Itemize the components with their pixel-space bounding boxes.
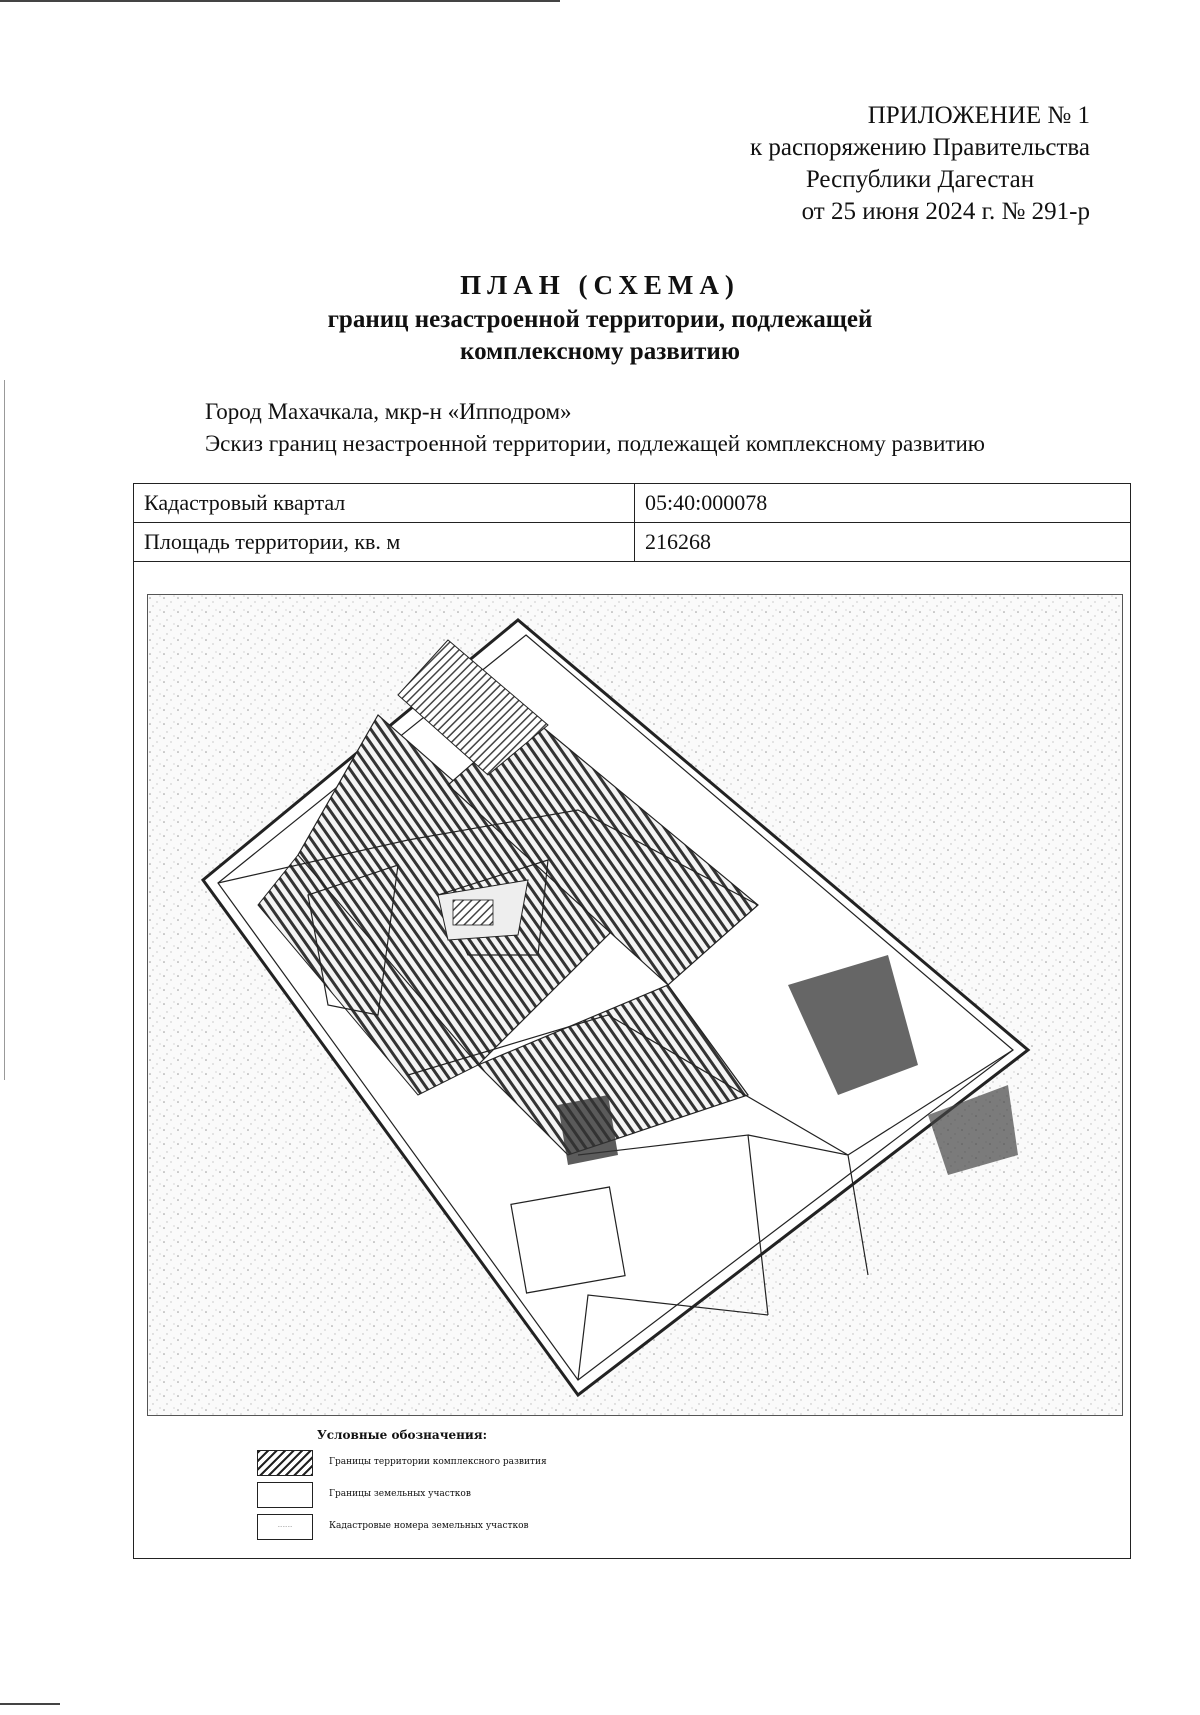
appendix-date: от 25 июня 2024 г. № 291-р (801, 198, 1090, 225)
code-swatch-icon: ⋯⋯⋯ (257, 1514, 313, 1540)
legend-label-territory: Границы территории комплексного развития (329, 1457, 547, 1467)
doc-subtitle-2: комплексному развитию (460, 338, 740, 365)
location-block (205, 396, 985, 460)
legend-label-parcels: Границы земельных участков (329, 1489, 471, 1499)
empty-swatch-icon (257, 1482, 313, 1508)
scan-edge-line-bottom (0, 1703, 60, 1705)
area-value: 216268 (635, 523, 1131, 562)
cadastral-quarter-label: Кадастровый квартал (134, 484, 635, 523)
cadastral-quarter-value: 05:40:000078 (635, 484, 1131, 523)
doc-title: ПЛАН (СХЕМА) (460, 270, 740, 300)
appendix-header (610, 100, 1090, 228)
appendix-title: ПРИЛОЖЕНИЕ № 1 (867, 102, 1090, 129)
table-row (134, 523, 1131, 562)
map-legend (147, 1420, 1121, 1550)
scan-edge-line-left (4, 380, 5, 1080)
area-label: Площадь территории, кв. м (134, 523, 635, 562)
appendix-ref: к распоряжению Правительства (749, 134, 1090, 161)
hatch-swatch-icon (257, 1450, 313, 1476)
satellite-map (147, 594, 1123, 1416)
info-table (133, 483, 1131, 562)
map-drawing (148, 595, 1122, 1415)
appendix-republic: Республики Дагестан (805, 166, 1035, 193)
table-row (134, 484, 1131, 523)
legend-title: Условные обозначения: (317, 1428, 488, 1442)
location-city: Город Махачкала, мкр-н «Ипподром» (205, 399, 572, 424)
doc-subtitle-1: границ незастроенной территории, подлежащей (327, 306, 873, 333)
location-sketch: Эскиз границ незастроенной территории, подлежащей комплексному развитию (205, 431, 985, 456)
scan-edge-line (0, 0, 560, 2)
legend-label-cadastral: Кадастровые номера земельных участков (329, 1521, 529, 1531)
